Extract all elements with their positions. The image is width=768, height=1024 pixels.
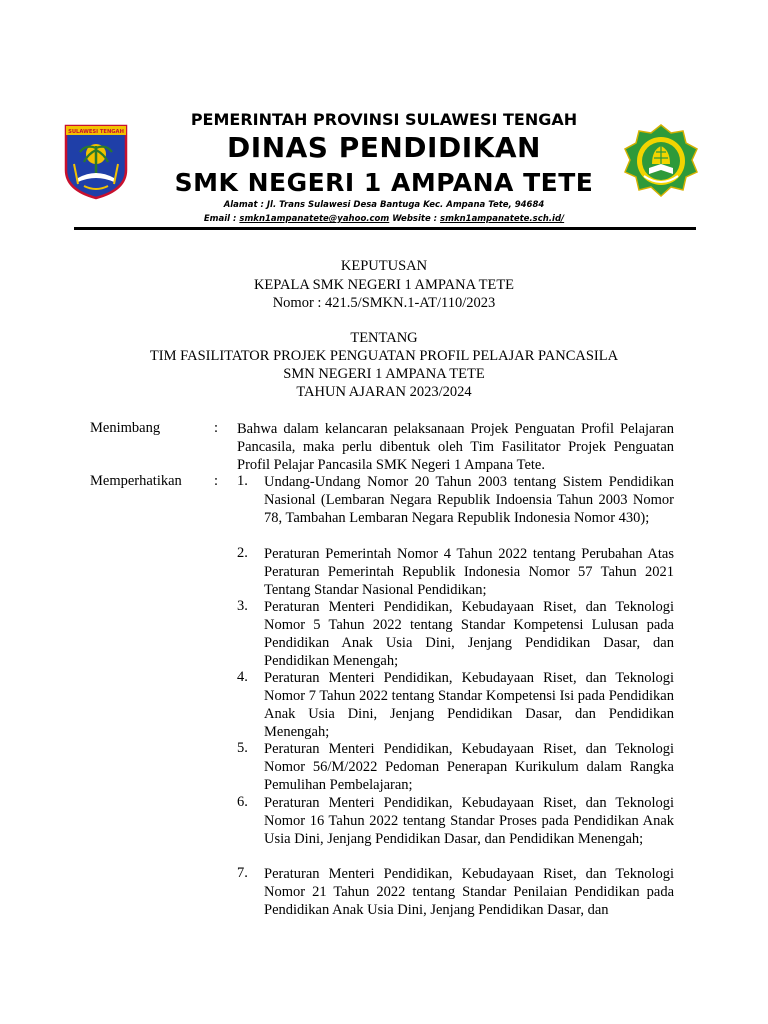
decree-number: Nomor : 421.5/SMKN.1-AT/110/2023 bbox=[272, 295, 496, 311]
list-item-number: 5. bbox=[237, 740, 248, 756]
memperhatikan-colon: : bbox=[214, 473, 219, 489]
list-item: Peraturan Menteri Pendidikan, Kebudayaan Riset, dan Teknologi Nomor 21 Tahun 2022 tentang Standar Penilaian Pendidikan pada Pendidikan Anak Usia Dini, Jenjang Pendidikan Dasar, dan bbox=[264, 866, 674, 918]
sulawesi-tengah-emblem-icon bbox=[64, 124, 128, 200]
website-label: Website : bbox=[389, 214, 441, 224]
decree-title: KEPUTUSAN bbox=[340, 258, 428, 274]
decree-issuer: KEPALA SMK NEGERI 1 AMPANA TETE bbox=[253, 277, 515, 293]
decree-about-label: TENTANG bbox=[350, 330, 418, 346]
decree-subject: TIM FASILITATOR PROJEK PENGUATAN PROFIL PELAJAR PANCASILA bbox=[149, 348, 619, 364]
list-item-number: 3. bbox=[237, 598, 248, 614]
header-line-agency: DINAS PENDIDIKAN bbox=[227, 131, 541, 164]
header-contact bbox=[130, 214, 638, 224]
list-item: Undang-Undang Nomor 20 Tahun 2003 tentang Sistem Pendidikan Nasional (Lembaran Negara Republik Indoensia Tahun 2003 Nomor 78, Tambahan Lembaran Negara Republik Indonesia Nomor 430); bbox=[264, 474, 674, 526]
emblem-lettering: SULAWESI TENGAH bbox=[68, 129, 124, 135]
menimbang-colon: : bbox=[214, 420, 219, 436]
email-link[interactable]: smkn1ampanatete@yahoo.com bbox=[239, 214, 390, 224]
list-item-number: 7. bbox=[237, 865, 248, 881]
website-link[interactable]: smkn1ampanatete.sch.id/ bbox=[440, 214, 565, 224]
list-item: Peraturan Menteri Pendidikan, Kebudayaan Riset, dan Teknologi Nomor 56/M/2022 Pedoman Penerapan Kurikulum dalam Rangka Pemulihan Pembelajaran; bbox=[264, 741, 674, 793]
list-item: Peraturan Menteri Pendidikan, Kebudayaan Riset, dan Teknologi Nomor 5 Tahun 2022 tentang Standar Kompetensi Lulusan pada Pendidikan Anak Usia Dini, Jenjang Pendidikan Dasar, dan Pendidikan Menengah; bbox=[264, 599, 674, 669]
list-item: Peraturan Menteri Pendidikan, Kebudayaan Riset, dan Teknologi Nomor 16 Tahun 2022 tentang Standar Proses pada Pendidikan Anak Usia Dini, Jenjang Pendidikan Dasar, dan Pendidikan Menengah; bbox=[264, 795, 674, 847]
letterhead-divider bbox=[74, 227, 696, 230]
list-item: Peraturan Pemerintah Nomor 4 Tahun 2022 tentang Perubahan Atas Peraturan Pemerintah Republik Indonesia Nomor 57 Tahun 2021 Tentang Standar Nasional Pendidikan; bbox=[264, 546, 674, 598]
list-item: Peraturan Menteri Pendidikan, Kebudayaan Riset, dan Teknologi Nomor 7 Tahun 2022 tentang Standar Kompetensi Isi pada Pendidikan Anak Usia Dini, Jenjang Pendidikan Dasar, dan Pendidikan Menengah; bbox=[264, 670, 674, 740]
list-item-number: 2. bbox=[237, 545, 248, 561]
header-address: Alamat : Jl. Trans Sulawesi Desa Bantuga Kec. Ampana Tete, 94684 bbox=[223, 200, 545, 210]
header-line-school: SMK NEGERI 1 AMPANA TETE bbox=[174, 168, 594, 197]
list-item-number: 6. bbox=[237, 794, 248, 810]
header-line-government: PEMERINTAH PROVINSI SULAWESI TENGAH bbox=[190, 110, 578, 129]
list-item-number: 1. bbox=[237, 473, 248, 489]
decree-school: SMN NEGERI 1 AMPANA TETE bbox=[283, 366, 485, 382]
email-label: Email : bbox=[203, 214, 240, 224]
menimbang-label: Menimbang bbox=[90, 420, 161, 436]
school-seal-emblem-icon bbox=[622, 124, 700, 202]
memperhatikan-label: Memperhatikan bbox=[90, 473, 182, 489]
list-item-number: 4. bbox=[237, 669, 248, 685]
decree-year: TAHUN AJARAN 2023/2024 bbox=[296, 384, 472, 400]
menimbang-text: Bahwa dalam kelancaran pelaksanaan Projek Penguatan Profil Pelajaran Pancasila, maka perlu dibentuk oleh Tim Fasilitator Projek Penguatan Profil Pelajar Pancasila SMK Negeri 1 Ampana Tete. bbox=[237, 421, 674, 473]
